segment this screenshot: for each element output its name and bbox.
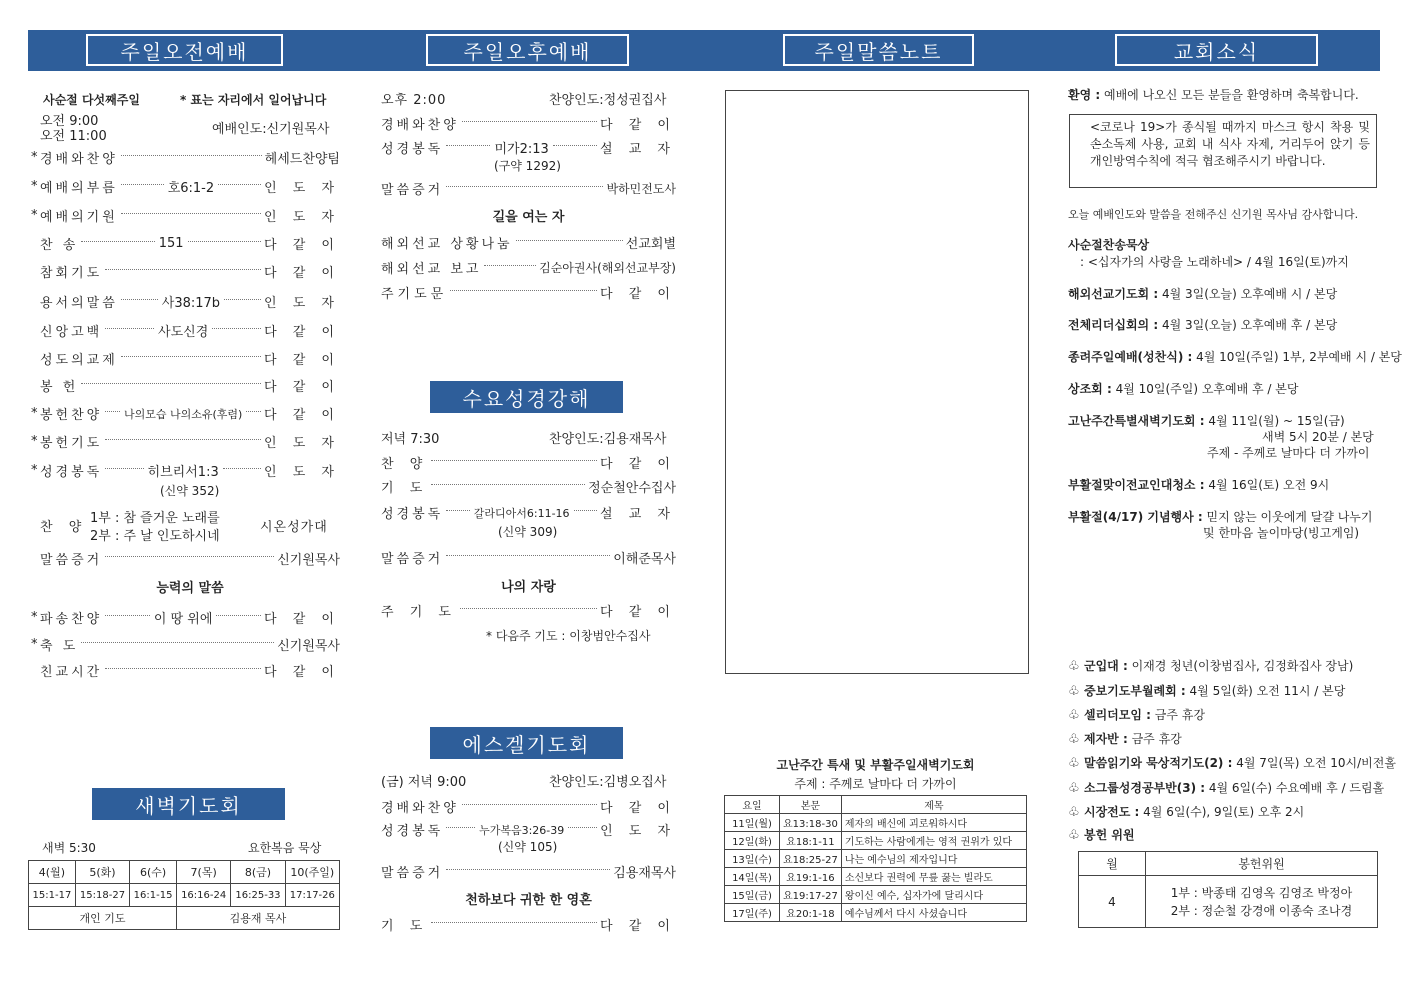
order-value: 인 도 자 (264, 436, 340, 451)
dawn-ref: 16:16-24 (176, 884, 230, 907)
order-row (381, 283, 676, 302)
holyweek-cell: 요13:18-30 (780, 814, 842, 832)
order-row (381, 453, 676, 472)
sermon-preacher: 신기원목사 (277, 553, 340, 568)
ezekiel-time: (금) 저녁 9:00 (381, 775, 467, 790)
news-item (1068, 508, 1372, 525)
news-item (1203, 524, 1359, 541)
afternoon-sermon-title: 길을 여는 자 (492, 210, 565, 225)
holyweek-cell: 요20:1-18 (780, 904, 842, 922)
dawn-ref: 15:18-27 (75, 884, 129, 907)
order-label: 신앙고백 (40, 325, 103, 340)
order-label: 봉헌찬양 (40, 408, 103, 423)
ezekiel-ref: (신약 105) (498, 840, 558, 854)
order-value: 인 도 자 (264, 181, 341, 196)
wednesday-prayer-row (381, 601, 676, 620)
ezekiel-prayer-label: 기 도 (381, 919, 429, 934)
holyweek-theme: 주제 : 주께로 날마다 더 가까이 (794, 777, 957, 791)
order-label: 용서의말씀 (40, 296, 118, 311)
order-detail: 미가2:13 (493, 138, 549, 157)
news-item-label: 전체리더십회의 : (1068, 318, 1159, 332)
order-label: 봉헌기도 (40, 436, 103, 451)
holyweek-cell: 소신보다 권력에 무릎 꿇는 빌라도 (841, 868, 1026, 886)
news-item-text: 4월 11일(월) ~ 15일(금) (1204, 414, 1345, 428)
order-value: 김순아권사(해외선교부장) (539, 261, 676, 275)
order-row (40, 321, 340, 340)
club-item (1068, 826, 1135, 843)
order-value: 다 같 이 (600, 118, 676, 133)
order-label: 찬 양 (381, 457, 429, 472)
holyweek-cell: 요18:1-11 (780, 832, 842, 850)
stand-mark: * (31, 610, 38, 625)
holyweek-head: 요일 (725, 796, 780, 814)
order-label: 봉 헌 (40, 380, 79, 395)
offering-committee-table (1078, 851, 1378, 928)
covid-notice: <코로나 19>가 종식될 때까지 마스크 항시 착용 및 손소독제 사용, 교회 내 식사 자제, 거리두어 앉기 등 개인방역수칙에 적극 협조해주시기 바랍니다. (1069, 114, 1377, 188)
dawn-day: 8(금) (231, 861, 285, 884)
club-item (1068, 754, 1396, 771)
afternoon-time: 오후 2:00 (381, 93, 447, 108)
order-detail: 갈라디아서6:11-16 (473, 506, 570, 520)
order-label: 파송찬양 (40, 612, 103, 627)
dawn-day: 6(수) (130, 861, 177, 884)
holyweek-cell: 11일(월) (725, 814, 780, 832)
order-value: 다 같 이 (264, 238, 340, 253)
order-row (381, 820, 676, 839)
news-item (1262, 428, 1374, 445)
order-row (381, 233, 676, 252)
order-value: 인 도 자 (264, 465, 340, 480)
order-row (381, 477, 676, 496)
club-item-label: 봉헌 위원 (1084, 828, 1135, 842)
order-value: 다 같 이 (264, 325, 341, 340)
order-value: 신기원목사 (277, 639, 340, 654)
club-item-text: 4월 6일(수), 9일(토) 오후 2시 (1139, 805, 1305, 819)
news-item-text: 4월 10일(주일) 1부, 2부예배 시 / 본당 (1192, 350, 1402, 364)
order-label: 성경봉독 (381, 507, 444, 522)
morning-sermon-row (40, 549, 340, 568)
order-value: 헤세드찬양팀 (264, 152, 340, 167)
order-row (40, 376, 340, 395)
club-item (1068, 657, 1353, 674)
order-row (381, 138, 676, 157)
news-item (1068, 316, 1337, 333)
order-row (381, 797, 676, 816)
club-icon: ♧ (1068, 756, 1080, 771)
stand-mark: * (31, 150, 38, 165)
order-detail: 이 땅 위에 (153, 608, 214, 627)
order-label: 축 도 (40, 639, 79, 654)
bongsa-line-1: 1부 : 박종태 김영옥 김영조 박정아 (1170, 885, 1353, 900)
morning-leader: 예배인도:신기원목사 (212, 122, 330, 137)
ezekiel-leader: 찬양인도:김병오집사 (549, 775, 667, 790)
order-detail: 사38:17b (161, 292, 221, 311)
wednesday-preacher: 이해준목사 (613, 552, 676, 567)
news-item-text: 4월 10일(주일) 오후예배 후 / 본당 (1111, 382, 1299, 396)
bongsa-line-2: 2부 : 정순철 강경애 이종숙 조나경 (1170, 903, 1353, 918)
order-label: 기 도 (381, 481, 429, 496)
welcome-text: 예배에 나오신 모든 분들을 환영하며 축복합니다. (1104, 88, 1359, 102)
wednesday-sermon-row (381, 548, 676, 567)
wednesday-title: 수요성경강해 (430, 381, 623, 413)
holyweek-cell: 기도하는 사람에게는 영적 권위가 있다 (841, 832, 1026, 850)
order-detail: 나의모습 나의소유(후렴) (123, 407, 243, 421)
news-item-label: 고난주간특별새벽기도회 : (1068, 414, 1205, 428)
dawn-ref: 15:1-17 (29, 884, 76, 907)
afternoon-sermon-label: 말씀증거 (381, 183, 444, 198)
holyweek-table (724, 795, 1027, 922)
order-label: 친교시간 (40, 665, 103, 680)
order-label: 경배와찬양 (381, 118, 459, 133)
holyweek-cell: 13일(수) (725, 850, 780, 868)
wednesday-sermon-label: 말씀증거 (381, 552, 444, 567)
club-item-label: 말씀읽기와 묵상적기도(2) : (1084, 756, 1233, 770)
order-value: 다 같 이 (264, 408, 340, 423)
news-item-text: 4월 3일(오늘) 오후예배 후 / 본당 (1158, 318, 1338, 332)
holyweek-cell: 14일(목) (725, 868, 780, 886)
header-sermon-notes: 주일말씀노트 (783, 34, 974, 66)
order-value: 다 같 이 (264, 665, 340, 680)
afternoon-ref: (구약 1292) (494, 159, 561, 173)
thanks-line: 오늘 예배인도와 말씀을 전해주신 신기원 목사님 감사합니다. (1068, 208, 1359, 221)
holyweek-row (725, 904, 1027, 922)
afternoon-leader: 찬양인도:정성권집사 (549, 93, 667, 108)
morning-time-1: 오전 9:00 (40, 114, 99, 129)
order-value: 다 같 이 (600, 801, 676, 816)
order-row (31, 177, 341, 196)
order-row (40, 349, 340, 368)
wednesday-time: 저녁 7:30 (381, 432, 440, 447)
order-row (40, 262, 340, 281)
holyweek-cell: 제자의 배신에 괴로워하시다 (841, 814, 1026, 832)
club-item-label: 군입대 : (1084, 659, 1128, 673)
stand-mark: * (31, 208, 38, 223)
order-value: 인 도 자 (600, 824, 677, 839)
stand-mark: * (31, 179, 38, 194)
order-value: 다 같 이 (264, 612, 340, 627)
club-item (1068, 803, 1304, 820)
next-prayer: * 다음주 기도 : 이창범안수집사 (486, 629, 651, 643)
order-label: 경배와찬양 (40, 152, 118, 167)
order-value: 다 같 이 (264, 353, 340, 368)
order-value: 설 교 자 (600, 507, 676, 522)
holyweek-title: 고난주간 특새 및 부활주일새벽기도회 (776, 758, 975, 772)
holyweek-head: 본문 (780, 796, 842, 814)
ezekiel-prayer-val: 다 같 이 (600, 919, 676, 934)
order-value: 다 같 이 (600, 457, 676, 472)
order-row (40, 234, 340, 253)
news-item-label: 사순절찬송묵상 (1068, 238, 1150, 252)
stand-mark: * (31, 406, 38, 421)
dawn-time: 새벽 5:30 (42, 841, 96, 855)
dawn-ref: 17:17-26 (285, 884, 339, 907)
news-item (1068, 348, 1402, 365)
order-detail: 호6:1-2 (167, 177, 215, 196)
dawn-day: 10(주일) (285, 861, 339, 884)
ezekiel-preacher: 김용재목사 (613, 866, 676, 881)
order-label: 해외선교 보고 (381, 262, 482, 277)
wednesday-sermon-title: 나의 자랑 (501, 580, 556, 595)
ezekiel-title: 에스겔기도회 (430, 727, 623, 759)
sermon-note-box[interactable] (725, 90, 1029, 674)
news-item (1068, 476, 1329, 493)
order-row (381, 503, 676, 522)
club-icon: ♧ (1068, 659, 1080, 674)
welcome-line (1068, 86, 1359, 103)
holyweek-cell: 15일(금) (725, 886, 780, 904)
holyweek-cell: 12일(화) (725, 832, 780, 850)
order-label: 성경봉독 (381, 824, 444, 839)
news-item-text: : <십자가의 사랑을 노래하네> / 4월 16일(토)까지 (1080, 255, 1349, 269)
holyweek-head: 제목 (841, 796, 1026, 814)
holyweek-row (725, 886, 1027, 904)
welcome-label: 환영 : (1068, 88, 1101, 102)
club-icon: ♧ (1068, 684, 1080, 699)
news-item-text: 새벽 5시 20분 / 본당 (1262, 430, 1374, 444)
order-label: 예배의기원 (40, 210, 118, 225)
morning-time-2: 오전 11:00 (40, 129, 107, 144)
news-item-label: 해외선교기도회 : (1068, 287, 1159, 301)
news-item (1068, 380, 1298, 397)
club-icon: ♧ (1068, 708, 1080, 723)
news-item-label: 부활절맞이전교인대청소 : (1068, 478, 1205, 492)
stand-mark: * (31, 637, 38, 652)
order-value: 설 교 자 (600, 142, 676, 157)
holyweek-row (725, 850, 1027, 868)
club-item (1068, 730, 1182, 747)
order-row (31, 404, 340, 423)
club-item-text: 4월 5일(화) 오전 11시 / 본당 (1185, 684, 1346, 698)
choir-name: 시온성가대 (260, 520, 328, 535)
order-value: 다 같 이 (264, 380, 340, 395)
news-item-text: 주제 - 주께로 날마다 더 가까이 (1207, 446, 1370, 460)
holyweek-cell: 왕이신 예수, 십자가에 달리시다 (841, 886, 1026, 904)
order-detail: 누가복음3:26-39 (479, 823, 565, 837)
club-icon: ♧ (1068, 781, 1080, 796)
dawn-prayer-title: 새벽기도회 (92, 788, 285, 820)
header-morning-service: 주일오전예배 (86, 34, 283, 66)
club-icon: ♧ (1068, 828, 1080, 843)
dawn-ref: 16:25-33 (231, 884, 285, 907)
order-label: 참회기도 (40, 266, 103, 281)
ezekiel-prayer-row (381, 915, 676, 934)
order-row (31, 461, 340, 480)
order-label: 해외선교 상황나눔 (381, 237, 513, 252)
order-value: 인 도 자 (264, 296, 340, 311)
news-item-label: 상조회 : (1068, 382, 1112, 396)
order-row (31, 148, 340, 167)
holyweek-cell: 요18:25-27 (780, 850, 842, 868)
holyweek-cell: 요19:17-27 (780, 886, 842, 904)
holyweek-cell: 17일(주) (725, 904, 780, 922)
order-label: 찬 송 (40, 238, 79, 253)
club-icon: ♧ (1068, 732, 1080, 747)
choir-label: 찬 양 (40, 520, 88, 535)
club-item-text: 4월 7일(목) 오전 10시/비전홀 (1232, 756, 1396, 770)
order-value: 인 도 자 (264, 210, 340, 225)
news-item (1068, 236, 1149, 253)
sermon-label: 말씀증거 (40, 553, 103, 568)
order-row (381, 258, 676, 277)
dawn-ref: 16:1-15 (130, 884, 177, 907)
wednesday-prayer-val: 다 같 이 (600, 605, 676, 620)
dawn-schedule-table (28, 860, 340, 930)
order-value: 선교회별 (625, 237, 676, 252)
order-detail: 히브리서1:3 (147, 461, 220, 480)
wednesday-ref: (신약 309) (498, 525, 558, 539)
club-icon: ♧ (1068, 805, 1080, 820)
order-value: 정순철안수집사 (588, 481, 676, 496)
order-label: 성도의교제 (40, 353, 118, 368)
ezekiel-sermon-label: 말씀증거 (381, 866, 444, 881)
order-label: 성경봉독 (381, 142, 444, 157)
order-label: 경배와찬양 (381, 801, 459, 816)
header-church-news: 교회소식 (1115, 34, 1318, 66)
club-item-text: 4월 6일(수) 수요예배 후 / 드림홀 (1205, 781, 1385, 795)
choir-line-2: 2부 : 주 날 인도하시네 (90, 529, 220, 544)
club-item (1068, 682, 1345, 699)
afternoon-sermon-row (381, 179, 676, 198)
ezekiel-sermon-row (381, 862, 676, 881)
club-item-label: 소그룹성경공부반(3) : (1084, 781, 1206, 795)
wednesday-leader: 찬양인도:김용재목사 (549, 432, 667, 447)
news-item (1207, 444, 1370, 461)
stand-mark: * (31, 463, 38, 478)
header-afternoon-service: 주일오후예배 (426, 34, 629, 66)
dawn-day: 5(화) (75, 861, 129, 884)
order-label: 예배의부름 (40, 181, 118, 196)
news-item-text: 믿지 않는 이웃에게 달걀 나누기 (1202, 510, 1373, 524)
wednesday-prayer-label: 주 기 도 (381, 605, 457, 620)
club-item-text: 금주 휴강 (1150, 708, 1205, 722)
afternoon-preacher: 박하민전도사 (606, 182, 676, 196)
club-item-label: 제자반 : (1084, 732, 1128, 746)
order-row (31, 635, 340, 654)
holyweek-row (725, 868, 1027, 886)
order-row (40, 292, 340, 311)
order-label: 주기도문 (381, 287, 448, 302)
holyweek-row (725, 814, 1027, 832)
club-item (1068, 779, 1384, 796)
holyweek-cell: 예수님께서 다시 사셨습니다 (841, 904, 1026, 922)
stand-mark: * (31, 434, 38, 449)
dawn-day: 7(목) (176, 861, 230, 884)
order-value: 다 같 이 (264, 266, 340, 281)
news-item-label: 부활절(4/17) 기념행사 : (1068, 510, 1203, 524)
order-detail: 151 (158, 236, 184, 251)
order-detail: 사도신경 (157, 321, 209, 340)
order-row (40, 661, 340, 680)
scripture-ref: (신약 352) (160, 484, 220, 498)
holyweek-row (725, 832, 1027, 850)
holyweek-cell: 나는 예수님의 제자입니다 (841, 850, 1026, 868)
club-item-text: 이재경 청년(이창범집사, 김정화집사 장남) (1127, 659, 1354, 673)
news-item (1068, 412, 1345, 429)
news-item-label: 종려주일예배(성찬식) : (1068, 350, 1193, 364)
morning-sermon-title: 능력의 말씀 (156, 581, 224, 596)
choir-line-1: 1부 : 참 즐거운 노래를 (90, 511, 220, 526)
order-value: 다 같 이 (600, 287, 676, 302)
bongsa-head-members: 봉헌위원 (1146, 852, 1378, 876)
season-label: 사순절 다섯째주일 (43, 93, 140, 107)
bongsa-month: 4 (1079, 876, 1146, 928)
club-item-label: 중보기도부월례회 : (1084, 684, 1186, 698)
news-item-text: 4월 3일(오늘) 오후예배 시 / 본당 (1158, 287, 1338, 301)
order-label: 성경봉독 (40, 465, 103, 480)
order-row (381, 114, 676, 133)
news-item-text: 및 한마음 놀이마당(빙고게임) (1203, 526, 1360, 540)
news-item-text: 4월 16일(토) 오전 9시 (1204, 478, 1330, 492)
news-item (1080, 253, 1349, 270)
dawn-footer-left: 개인 기도 (29, 907, 177, 930)
dawn-footer-right: 김용재 목사 (176, 907, 339, 930)
order-row (31, 432, 340, 451)
news-item (1068, 285, 1337, 302)
dawn-book: 요한복음 묵상 (248, 841, 322, 855)
club-item (1068, 706, 1205, 723)
stand-note: * 표는 자리에서 일어납니다 (180, 93, 327, 107)
club-item-label: 시장전도 : (1084, 805, 1140, 819)
ezekiel-sermon-title: 천하보다 귀한 한 영혼 (465, 893, 592, 908)
club-item-label: 셀리더모임 : (1084, 708, 1151, 722)
dawn-day: 4(월) (29, 861, 76, 884)
club-item-text: 금주 휴강 (1127, 732, 1182, 746)
order-row (31, 608, 340, 627)
holyweek-cell: 요19:1-16 (780, 868, 842, 886)
bongsa-head-month: 월 (1079, 852, 1146, 876)
order-row (31, 206, 340, 225)
